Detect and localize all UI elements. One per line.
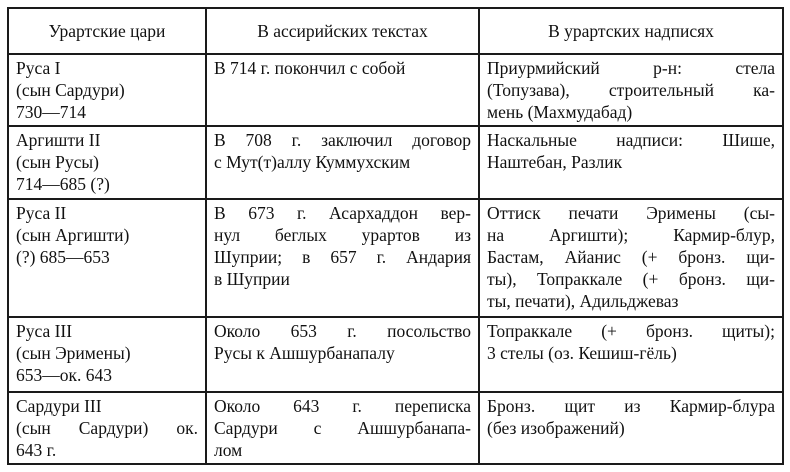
urartian-line: Топраккале (+ бронз. щиты); bbox=[487, 321, 775, 342]
king-parent: (сын Русы) bbox=[16, 152, 99, 173]
urartian-line: (без изображений) bbox=[487, 417, 625, 438]
assyrian-line: нул беглых урартов из bbox=[214, 224, 471, 245]
table-row bbox=[8, 54, 783, 126]
king-name: Аргишти II bbox=[16, 130, 101, 151]
assyrian-line: Шуприи; в 657 г. Андария bbox=[214, 246, 471, 267]
urartian-line: Бронз. щит из Кармир-блура bbox=[487, 395, 775, 416]
table-row bbox=[8, 392, 783, 464]
king-cell bbox=[8, 54, 206, 126]
table-row bbox=[8, 199, 783, 318]
king-name: Руса III bbox=[16, 321, 73, 342]
urartian-cell bbox=[479, 199, 783, 318]
assyrian-line: Около 653 г. посольство bbox=[214, 321, 471, 342]
king-name: Руса II bbox=[16, 202, 67, 223]
urartian-kings-table bbox=[7, 7, 784, 465]
urartian-line: Бастам, Айанис (+ бронз. щи- bbox=[487, 246, 775, 267]
table-row bbox=[8, 126, 783, 198]
king-dates: 714—685 (?) bbox=[16, 174, 110, 195]
urartian-line: мень (Махмудабад) bbox=[487, 102, 633, 122]
assyrian-line: Около 643 г. переписка bbox=[214, 395, 471, 416]
king-cell bbox=[8, 392, 206, 464]
assyrian-cell bbox=[206, 392, 479, 464]
king-cell bbox=[8, 199, 206, 318]
king-name: Руса I bbox=[16, 58, 61, 78]
urartian-line: Наскальные надписи: Шише, bbox=[487, 130, 775, 151]
urartian-line: (Топузава), строительный ка- bbox=[487, 80, 775, 100]
assyrian-line: в Шуприи bbox=[214, 268, 290, 289]
king-cell bbox=[8, 317, 206, 391]
urartian-line: Наштебан, Разлик bbox=[487, 152, 623, 173]
table-header-row bbox=[8, 8, 783, 54]
king-dates: 730—714 bbox=[16, 102, 86, 122]
assyrian-cell bbox=[206, 54, 479, 126]
urartian-cell bbox=[479, 317, 783, 391]
table-row bbox=[8, 317, 783, 391]
urartian-line: на Аргишти); Кармир-блур, bbox=[487, 224, 775, 245]
assyrian-line: В 708 г. заключил договор bbox=[214, 130, 471, 151]
king-parent: (сын Сардури) ок. bbox=[16, 417, 198, 438]
header-assyrian-texts: В ассирийских текстах bbox=[206, 8, 479, 54]
assyrian-line: Русы к Ашшурбанапалу bbox=[214, 343, 395, 364]
king-parent: (сын Эримены) bbox=[16, 343, 131, 364]
assyrian-line: Сардури с Ашшурбанапа- bbox=[214, 417, 471, 438]
king-dates: 643 г. bbox=[16, 439, 57, 460]
urartian-line: Приурмийский р-н: стела bbox=[487, 58, 775, 78]
king-dates: (?) 685—653 bbox=[16, 246, 110, 267]
king-parent: (сын Аргишти) bbox=[16, 224, 130, 245]
urartian-line: ты, печати), Адильджеваз bbox=[487, 290, 679, 311]
urartian-cell bbox=[479, 126, 783, 198]
assyrian-cell bbox=[206, 317, 479, 391]
urartian-cell bbox=[479, 54, 783, 126]
king-parent: (сын Сардури) bbox=[16, 80, 125, 100]
urartian-line: 3 стелы (оз. Кешиш-гёль) bbox=[487, 343, 677, 364]
assyrian-line: В 714 г. покончил с собой bbox=[214, 58, 406, 78]
assyrian-cell bbox=[206, 199, 479, 318]
assyrian-cell bbox=[206, 126, 479, 198]
urartian-cell bbox=[479, 392, 783, 464]
header-urartian-inscriptions: В урартских надписях bbox=[479, 8, 783, 54]
urartian-line: Оттиск печати Эримены (сы- bbox=[487, 202, 775, 223]
king-name: Сардури III bbox=[16, 395, 102, 416]
assyrian-line: В 673 г. Асархаддон вер- bbox=[214, 202, 471, 223]
header-kings: Урартские цари bbox=[8, 8, 206, 54]
assyrian-line: лом bbox=[214, 439, 243, 460]
urartian-line: ты), Топраккале (+ бронз. щи- bbox=[487, 268, 775, 289]
assyrian-line: с Мут(т)аллу Куммухским bbox=[214, 152, 411, 173]
king-dates: 653—ок. 643 bbox=[16, 365, 113, 386]
king-cell bbox=[8, 126, 206, 198]
